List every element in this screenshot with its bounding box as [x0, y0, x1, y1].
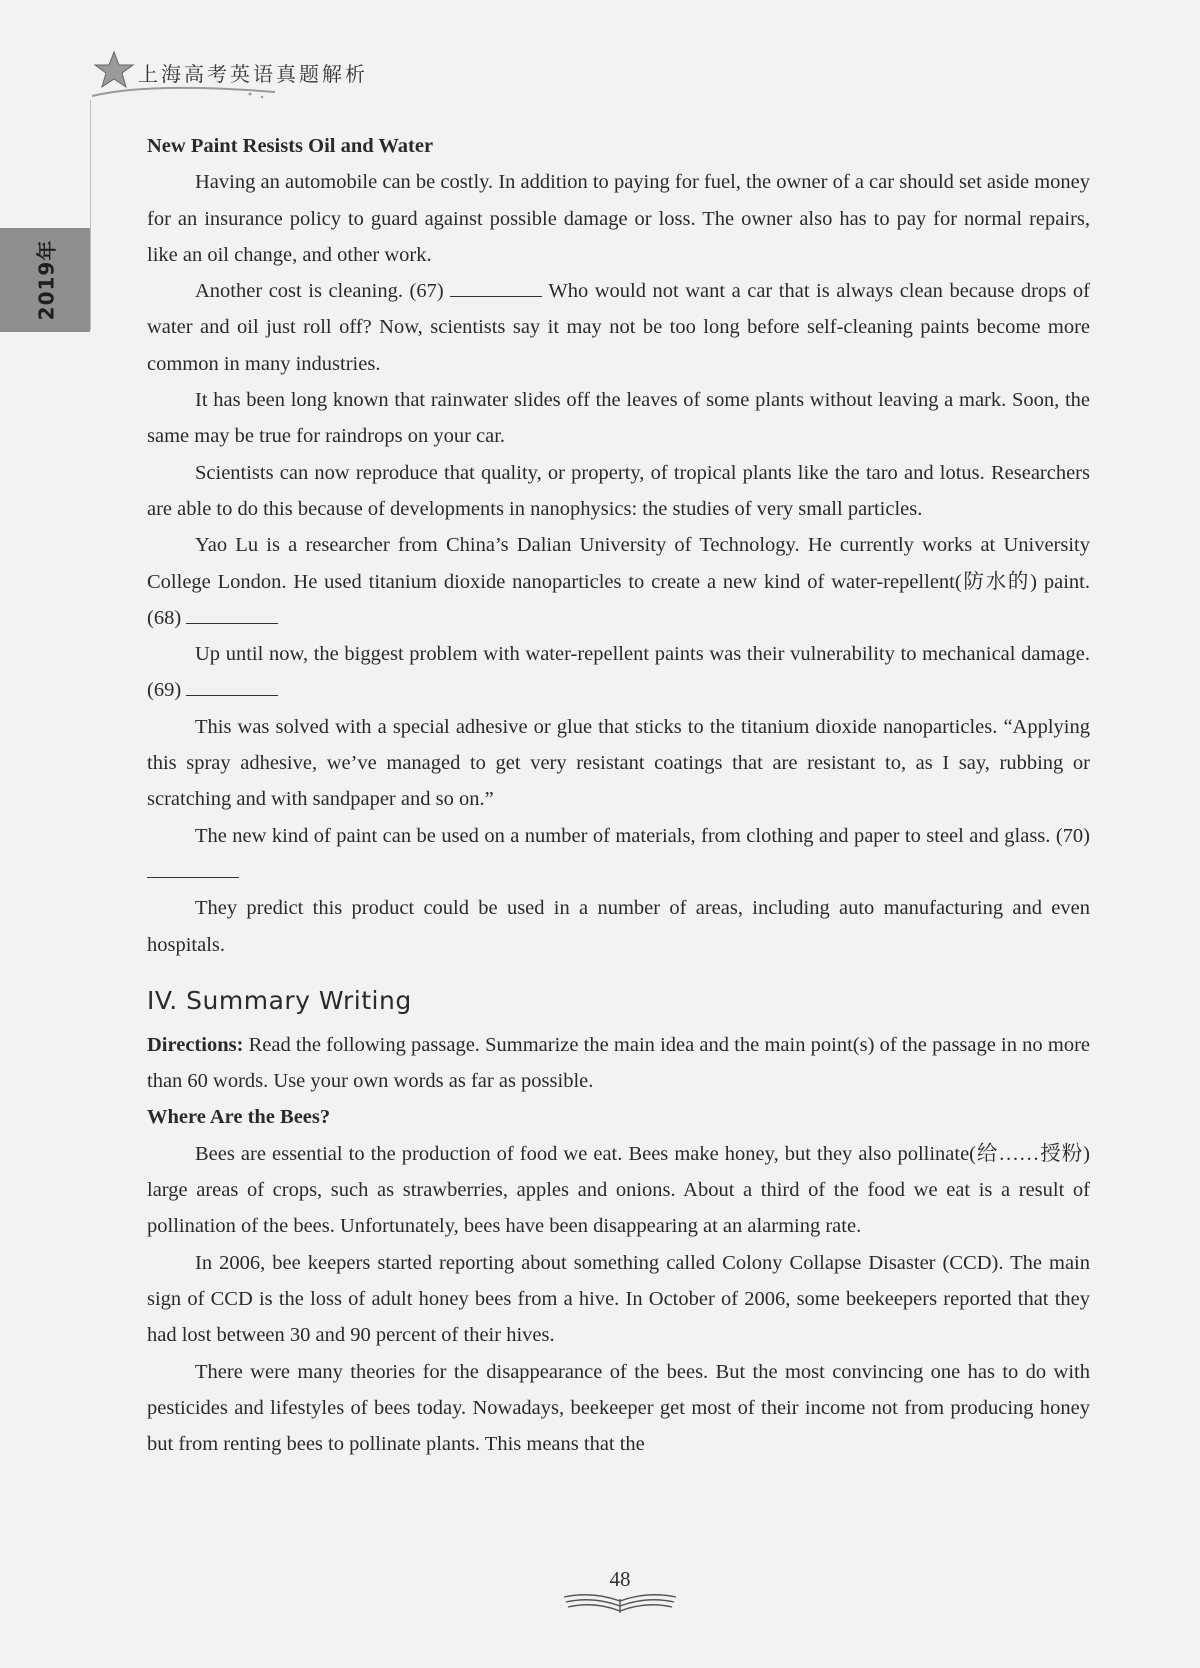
page-content	[147, 128, 1090, 1462]
directions-label: Directions:	[147, 1033, 244, 1056]
paragraph-text: Yao Lu is a researcher from China’s Dalian University of Technology. He currently works at University College London. He used titanium dioxide nanoparticles to create a new kind of water-repellent(防水的) paint. (68)	[147, 534, 1090, 629]
paragraph	[147, 636, 1090, 709]
answer-blank[interactable]	[186, 607, 278, 624]
paragraph: They predict this product could be used in a number of areas, including auto manufacturing and even hospitals.	[147, 897, 1090, 956]
year-tab	[0, 228, 90, 332]
paragraph	[147, 818, 1090, 891]
page-number: 48	[609, 1567, 631, 1591]
paragraph: There were many theories for the disappearance of the bees. But the most convincing one has to do with pesticides and lifestyles of bees today. Nowadays, beekeeper get most of their income not from producing honey but from renting bees to pollinate plants. This means that the	[147, 1360, 1090, 1456]
paragraph	[147, 527, 1090, 636]
margin-rule	[90, 100, 91, 330]
paragraph: This was solved with a special adhesive or glue that sticks to the titanium dioxide nanoparticles. “Applying this spray adhesive, we’ve managed to get very resistant coatings that are resistant to, as I say, rubbing or scratching and with sandpaper and so on.”	[147, 715, 1090, 811]
answer-blank[interactable]	[186, 679, 278, 696]
paragraph-text: Up until now, the biggest problem with water-repellent paints was their vulnerability to mechanical damage. (69)	[147, 643, 1090, 702]
passage-title: New Paint Resists Oil and Water	[147, 135, 434, 157]
paragraph-text: The new kind of paint can be used on a number of materials, from clothing and paper to steel and glass. (70)	[195, 824, 1090, 847]
paragraph: In 2006, bee keepers started reporting about something called Colony Collapse Disaster (CCD). The main sign of CCD is the loss of adult honey bees from a hive. In October of 2006, some beekeepers reported that they had lost between 30 and 90 percent of their hives.	[147, 1251, 1090, 1347]
paragraph	[147, 273, 1090, 382]
directions-text: Read the following passage. Summarize the main idea and the main point(s) of the passage in no more than 60 words. Use your own words as far as possible.	[147, 1033, 1090, 1093]
page-footer	[560, 1567, 680, 1627]
page-header	[82, 48, 482, 108]
passage-title: Where Are the Bees?	[147, 1106, 331, 1129]
paragraph: Scientists can now reproduce that quality, or property, of tropical plants like the taro and lotus. Researchers are able to do this because of developments in nanophysics: the studies of very small particles.	[147, 461, 1090, 520]
year-label: 2019年	[34, 239, 59, 321]
answer-blank[interactable]	[147, 861, 239, 878]
paragraph-text: Another cost is cleaning. (67)	[195, 280, 451, 303]
directions	[147, 1027, 1090, 1100]
paragraph: Bees are essential to the production of food we eat. Bees make honey, but they also pollinate(给……授粉) large areas of crops, such as strawberries, apples and onions. About a third of the food we eat is a result of pollination of the bees. Unfortunately, bees have been disappearing at an alarming rate.	[147, 1142, 1090, 1238]
section-heading: IV. Summary Writing	[147, 985, 412, 1015]
paragraph: It has been long known that rainwater slides off the leaves of some plants without leaving a mark. Soon, the same may be true for raindrops on your car.	[147, 389, 1090, 448]
paragraph-text: Who would not want a car that is always clean because drops of water and oil just roll off? Now, scientists say it may not be too long before self-cleaning paints become more common in many industries.	[147, 280, 1091, 375]
answer-blank[interactable]	[450, 280, 542, 297]
swoosh-decoration	[90, 78, 280, 102]
open-book-icon	[560, 1589, 680, 1615]
book-title: 上海高考英语真题解析	[138, 62, 368, 86]
paragraph: Having an automobile can be costly. In addition to paying for fuel, the owner of a car should set aside money for an insurance policy to guard against possible damage or loss. The owner also has to pay for normal repairs, like an oil change, and other work.	[147, 171, 1090, 266]
